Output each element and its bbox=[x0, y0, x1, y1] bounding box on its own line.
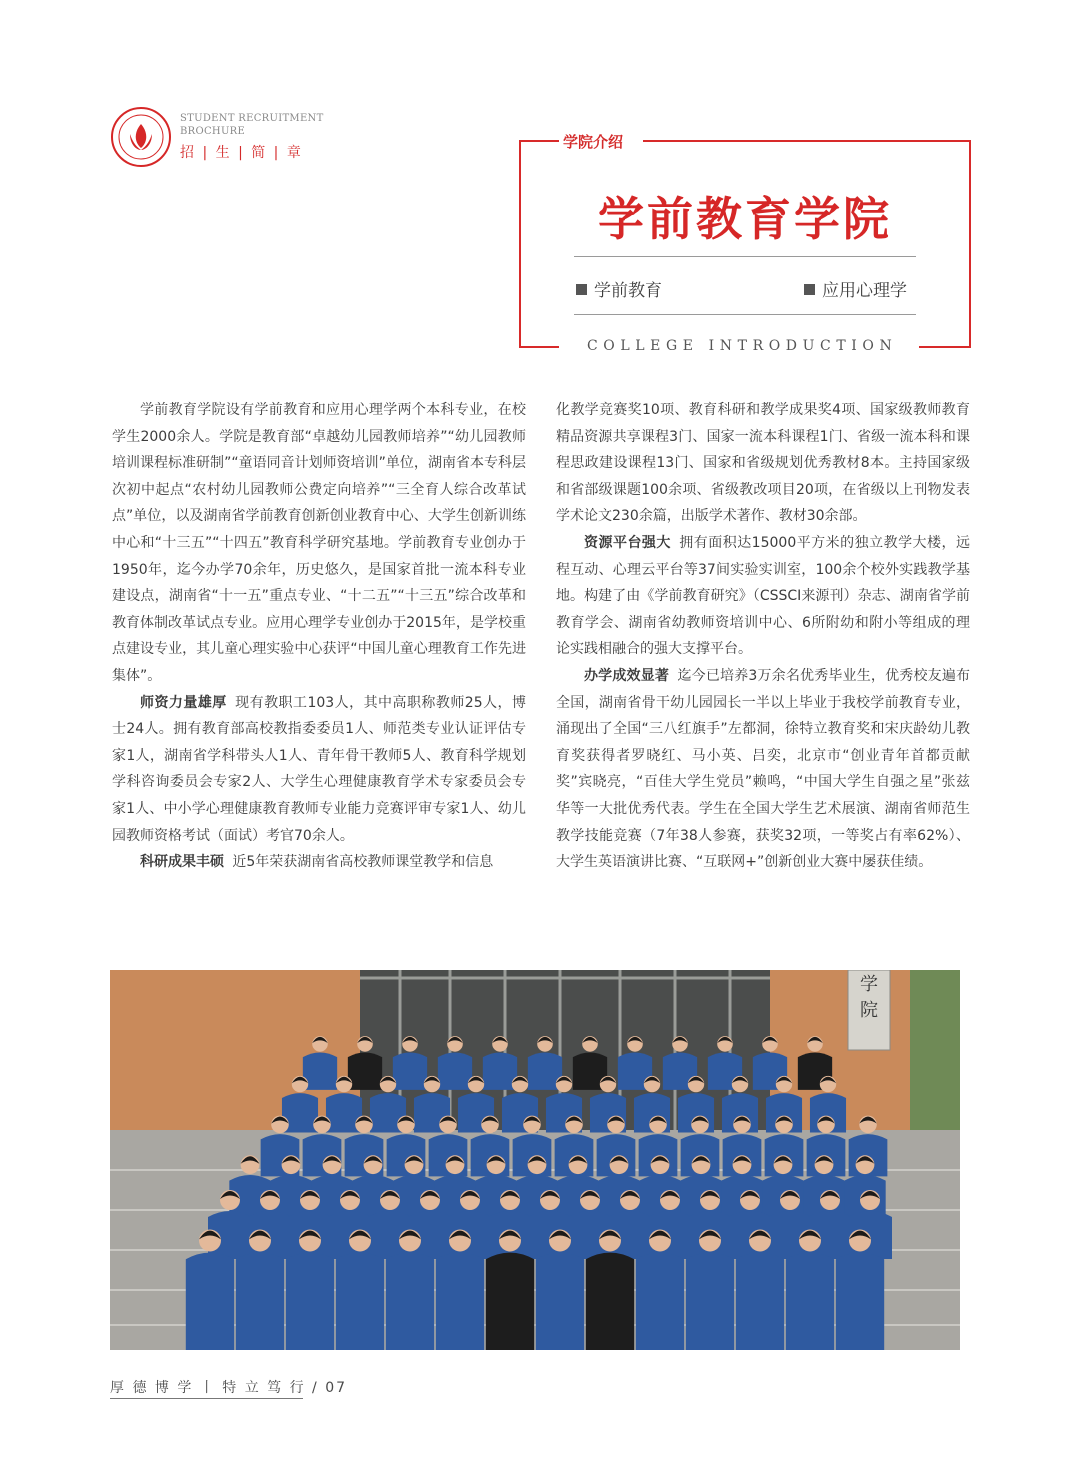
paragraph: 学前教育学院设有学前教育和应用心理学两个本科专业，在校学生2000余人。学院是教育部“卓越幼儿园教师培养”“幼儿园教师培训课程标准研制”“童语同音计划师资培训”单位，湖南省本专科层次初中起点“农村幼儿园教师公费定向培养”“三全育人综合改革试点”单位，以及湖南省学前教育创新创业教育中心、大学生创新训练中心和“十三五”“十四五”教育科学研究基地。学前教育专业创办于1950年，迄今办学70余年，历史悠久，是国家首批一流本科专业建设点，湖南省“十一五”重点专业、“十二五”“十三五”综合改革和教育体制改革试点专业。应用心理学专业创办于2015年，是学校重点建设专业，其儿童心理实验中心获评“中国儿童心理教育工作先进集体”。 bbox=[112, 402, 526, 684]
square-bullet-icon bbox=[804, 284, 815, 295]
person-body bbox=[486, 1253, 534, 1350]
person-body bbox=[536, 1253, 584, 1350]
paragraph-heading: 科研成果丰硕 bbox=[140, 854, 224, 871]
person-body bbox=[736, 1253, 784, 1350]
paragraph-text: 拥有面积达15000平方米的独立教学大楼，远程互动、心理云平台等37间实验实训室，100余个校外实践教学基地。构建了由《学前教育研究》（CSSCI来源刊）杂志、湖南省学前教育学会、湖南省幼教师资培训中心、6所附幼和附小等组成的理论实践相融合的强大支撑平台。 bbox=[556, 534, 970, 658]
body-column-right bbox=[556, 397, 970, 876]
person-body bbox=[686, 1253, 734, 1350]
major-item bbox=[576, 276, 662, 301]
brand-english-line1: STUDENT RECRUITMENT bbox=[180, 113, 324, 124]
university-seal-icon bbox=[110, 106, 172, 168]
paragraph bbox=[112, 690, 526, 850]
page-title: 学前教育学院 bbox=[598, 192, 892, 246]
paragraph-text: 迄今已培养3万余名优秀毕业生，优秀校友遍布全国，湖南省骨干幼儿园园长一半以上毕业于我校学前教育专业，涌现出了全国“三八红旗手”左都洞，徐特立教育奖和宋庆龄幼儿教育奖获得者罗晓红、马小英、吕奕，北京市“创业青年首都贡献奖”宾晓亮，“百佳大学生党员”赖鸣，“中国大学生自强之星”张兹华等一大批优秀代表。学生在全国大学生艺术展演、湖南省师范生教学技能竞赛（7年38人参赛，获奖32项，一等奖占有率62%）、大学生英语演讲比赛、“互联网+”创新创业大赛中屡获佳绩。 bbox=[556, 667, 971, 871]
person-body bbox=[586, 1253, 634, 1350]
major-label: 学前教育 bbox=[594, 281, 662, 301]
footer-divider bbox=[110, 1398, 303, 1399]
person-body bbox=[786, 1253, 834, 1350]
paragraph-text: 现有教职工103人，其中高职称教师25人，博士24人。拥有教育部高校教指委委员1人、师范类专业认证评估专家1人，湖南省学科带头人1人、青年骨干教师5人、教育科学规划学科咨询委员会专家2人、大学生心理健康教育学术专家委员会专家1人、中小学心理健康教育教师专业能力竞赛评审专家1人、幼儿园教师资格考试（面试）考官70余人。 bbox=[112, 694, 526, 844]
brand-english-line2: BROCHURE bbox=[180, 126, 246, 137]
person-body bbox=[393, 1052, 427, 1089]
major-label: 应用心理学 bbox=[822, 281, 907, 301]
person-body bbox=[438, 1052, 472, 1089]
paragraph-heading: 资源平台强大 bbox=[584, 534, 671, 551]
person-body bbox=[236, 1253, 284, 1350]
person-body bbox=[286, 1253, 334, 1350]
person-body bbox=[436, 1253, 484, 1350]
body-column-left bbox=[112, 397, 526, 876]
paragraph-heading: 办学成效显著 bbox=[584, 667, 670, 684]
divider bbox=[574, 256, 916, 257]
person-body bbox=[836, 1253, 884, 1350]
paragraph bbox=[556, 530, 970, 663]
paragraph-heading: 师资力量雄厚 bbox=[140, 694, 227, 711]
square-bullet-icon bbox=[576, 284, 587, 295]
brand-chinese: 招 | 生 | 简 | 章 bbox=[180, 145, 303, 161]
building-sign: 学 bbox=[860, 974, 878, 995]
person-body bbox=[336, 1253, 384, 1350]
person-body bbox=[636, 1253, 684, 1350]
group-photo bbox=[110, 970, 960, 1350]
building-sign: 院 bbox=[860, 1000, 878, 1021]
group-photo-illustration bbox=[110, 970, 960, 1350]
paragraph: 化教学竞赛奖10项、教育科研和教学成果奖4项、国家级教师教育精品资源共享课程3门、国家一流本科课程1门、省级一流本科和课程思政建设课程13门、国家和省级规划优秀教材8本。主持国家级和省部级课题100余项、省级教改项目20项，在省级以上刊物发表学术论文230余篇，出版学术著作、教材30余部。 bbox=[556, 402, 970, 525]
person-body bbox=[348, 1052, 382, 1089]
person-body bbox=[386, 1253, 434, 1350]
brand-english bbox=[180, 112, 324, 138]
section-tag: 学院介绍 bbox=[563, 133, 624, 151]
divider bbox=[574, 314, 916, 315]
paragraph bbox=[112, 849, 526, 876]
paragraph-text: 近5年荣获湖南省高校教师课堂教学和信息 bbox=[232, 854, 494, 871]
paragraph bbox=[556, 663, 970, 876]
footer-motto: 厚 德 博 学 丨 特 立 笃 行 / 07 bbox=[110, 1380, 348, 1396]
major-item bbox=[804, 276, 907, 301]
subtitle-english: COLLEGE INTRODUCTION bbox=[587, 338, 898, 354]
person-body bbox=[186, 1253, 234, 1350]
